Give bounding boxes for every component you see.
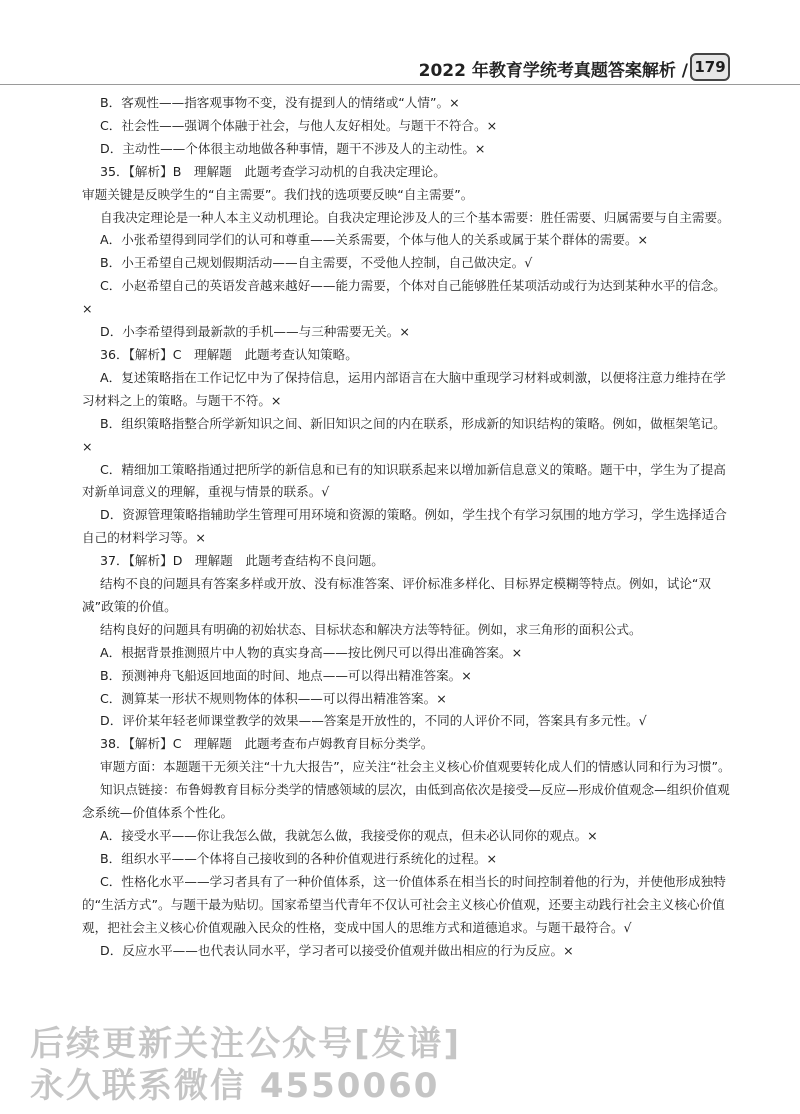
paragraph: 自我决定理论是一种人本主义动机理论。自我决定理论涉及人的三个基本需要：胜任需要、归属需要与自主需要。 xyxy=(100,209,730,225)
page-body xyxy=(82,92,732,962)
paragraph: B．小王希望自己规划假期活动——自主需要，不受他人控制，自己做决定。√ xyxy=(100,255,533,271)
paragraph: 审题方面：本题题干无须关注“十九大报告”，应关注“社会主义核心价值观要转化成人们的情感认同和行为习惯”。 xyxy=(100,759,731,775)
paragraph: B．组织水平——个体将自己接收到的各种价值观进行系统化的过程。× xyxy=(100,850,498,866)
question-heading: 37．【解析】D 理解题 此题考查结构不良问题。 xyxy=(100,553,384,569)
paragraph: 结构良好的问题具有明确的初始状态、目标状态和解决方法等特征。例如，求三角形的面积公式。 xyxy=(100,621,642,637)
paragraph: B．组织策略指整合所学新知识之间、新旧知识之间的内在联系，形成新的知识结构的策略。例如，做框架笔记。× xyxy=(82,415,726,454)
paragraph: C．性格化水平——学习者具有了一种价值体系，这一价值体系在相当长的时间控制着他的行为，并使他形成独特的“生活方式”。与题干最为贴切。国家希望当代青年不仅认可社会主义核心价值观，还要主动践行社会主义核心价值观，把社会主义核心价值观融入民众的性格，变成中国人的思维方式和道德追求。与题干最符合。√ xyxy=(82,873,726,935)
paragraph: D．评价某年轻老师课堂教学的效果——答案是开放性的，不同的人评价不同，答案具有多元性。√ xyxy=(100,713,647,729)
paragraph: A．复述策略指在工作记忆中为了保持信息，运用内部语言在大脑中重现学习材料或刺激，以便将注意力维持在学习材料之上的策略。与题干不符。× xyxy=(82,369,726,408)
paragraph: C．社会性——强调个体融于社会，与他人友好相处。与题干不符合。× xyxy=(100,117,498,133)
paragraph: B．预测神舟飞船返回地面的时间、地点——可以得出精准答案。× xyxy=(100,667,472,683)
paragraph: D．小李希望得到最新款的手机——与三种需要无关。× xyxy=(100,324,410,340)
paragraph: 知识点链接：布鲁姆教育目标分类学的情感领域的层次，由低到高依次是接受—反应—形成价值观念—组织价值观念系统—价值体系个性化。 xyxy=(82,782,730,821)
paragraph: D．主动性——个体很主动地做各种事情，题干不涉及人的主动性。× xyxy=(100,140,486,156)
page-header xyxy=(0,52,800,85)
paragraph: A．根据背景推测照片中人物的真实身高——按比例尺可以得出准确答案。× xyxy=(100,644,523,660)
page-number: 179 xyxy=(690,53,730,81)
paragraph: 结构不良的问题具有答案多样或开放、没有标准答案、评价标准多样化、目标界定模糊等特点。例如，试论“双减”政策的价值。 xyxy=(82,576,712,614)
question-heading: 35．【解析】B 理解题 此题考查学习动机的自我决定理论。 xyxy=(100,163,446,179)
paragraph: 审题关键是反映学生的“自主需要”。我们找的选项要反映“自主需要”。 xyxy=(82,186,474,202)
header-title: 2022 年教育学统考真题答案解析 / xyxy=(418,61,688,81)
question-heading: 38．【解析】C 理解题 此题考查布卢姆教育目标分类学。 xyxy=(100,736,434,752)
paragraph: A．接受水平——你让我怎么做，我就怎么做，我接受你的观点，但未必认同你的观点。× xyxy=(100,828,598,843)
watermark-line-2: 永久联系微信 4550060 xyxy=(30,1066,440,1106)
question-heading: 36．【解析】C 理解题 此题考查认知策略。 xyxy=(100,346,358,362)
paragraph: C．精细加工策略指通过把所学的新信息和已有的知识联系起来以增加新信息意义的策略。题干中，学生为了提高对新单词意义的理解，重视与情景的联系。√ xyxy=(82,461,726,500)
paragraph: C．测算某一形状不规则物体的体积——可以得出精准答案。× xyxy=(100,690,447,706)
paragraph: A．小张希望得到同学们的认可和尊重——关系需要，个体与他人的关系或属于某个群体的需要。× xyxy=(100,232,649,248)
paragraph: B．客观性——指客观事物不变，没有提到人的情绪或“人情”。× xyxy=(100,95,460,110)
paragraph: D．反应水平——也代表认同水平，学习者可以接受价值观并做出相应的行为反应。× xyxy=(100,942,574,958)
paragraph: C．小赵希望自己的英语发音越来越好——能力需要，个体对自己能够胜任某项活动或行为达到某种水平的信念。× xyxy=(82,278,726,317)
paragraph: D．资源管理策略指辅助学生管理可用环境和资源的策略。例如，学生找个有学习氛围的地方学习，学生选择适合自己的材料学习等。× xyxy=(82,507,727,546)
watermark-line-1: 后续更新关注公众号[发谱] xyxy=(30,1024,462,1064)
